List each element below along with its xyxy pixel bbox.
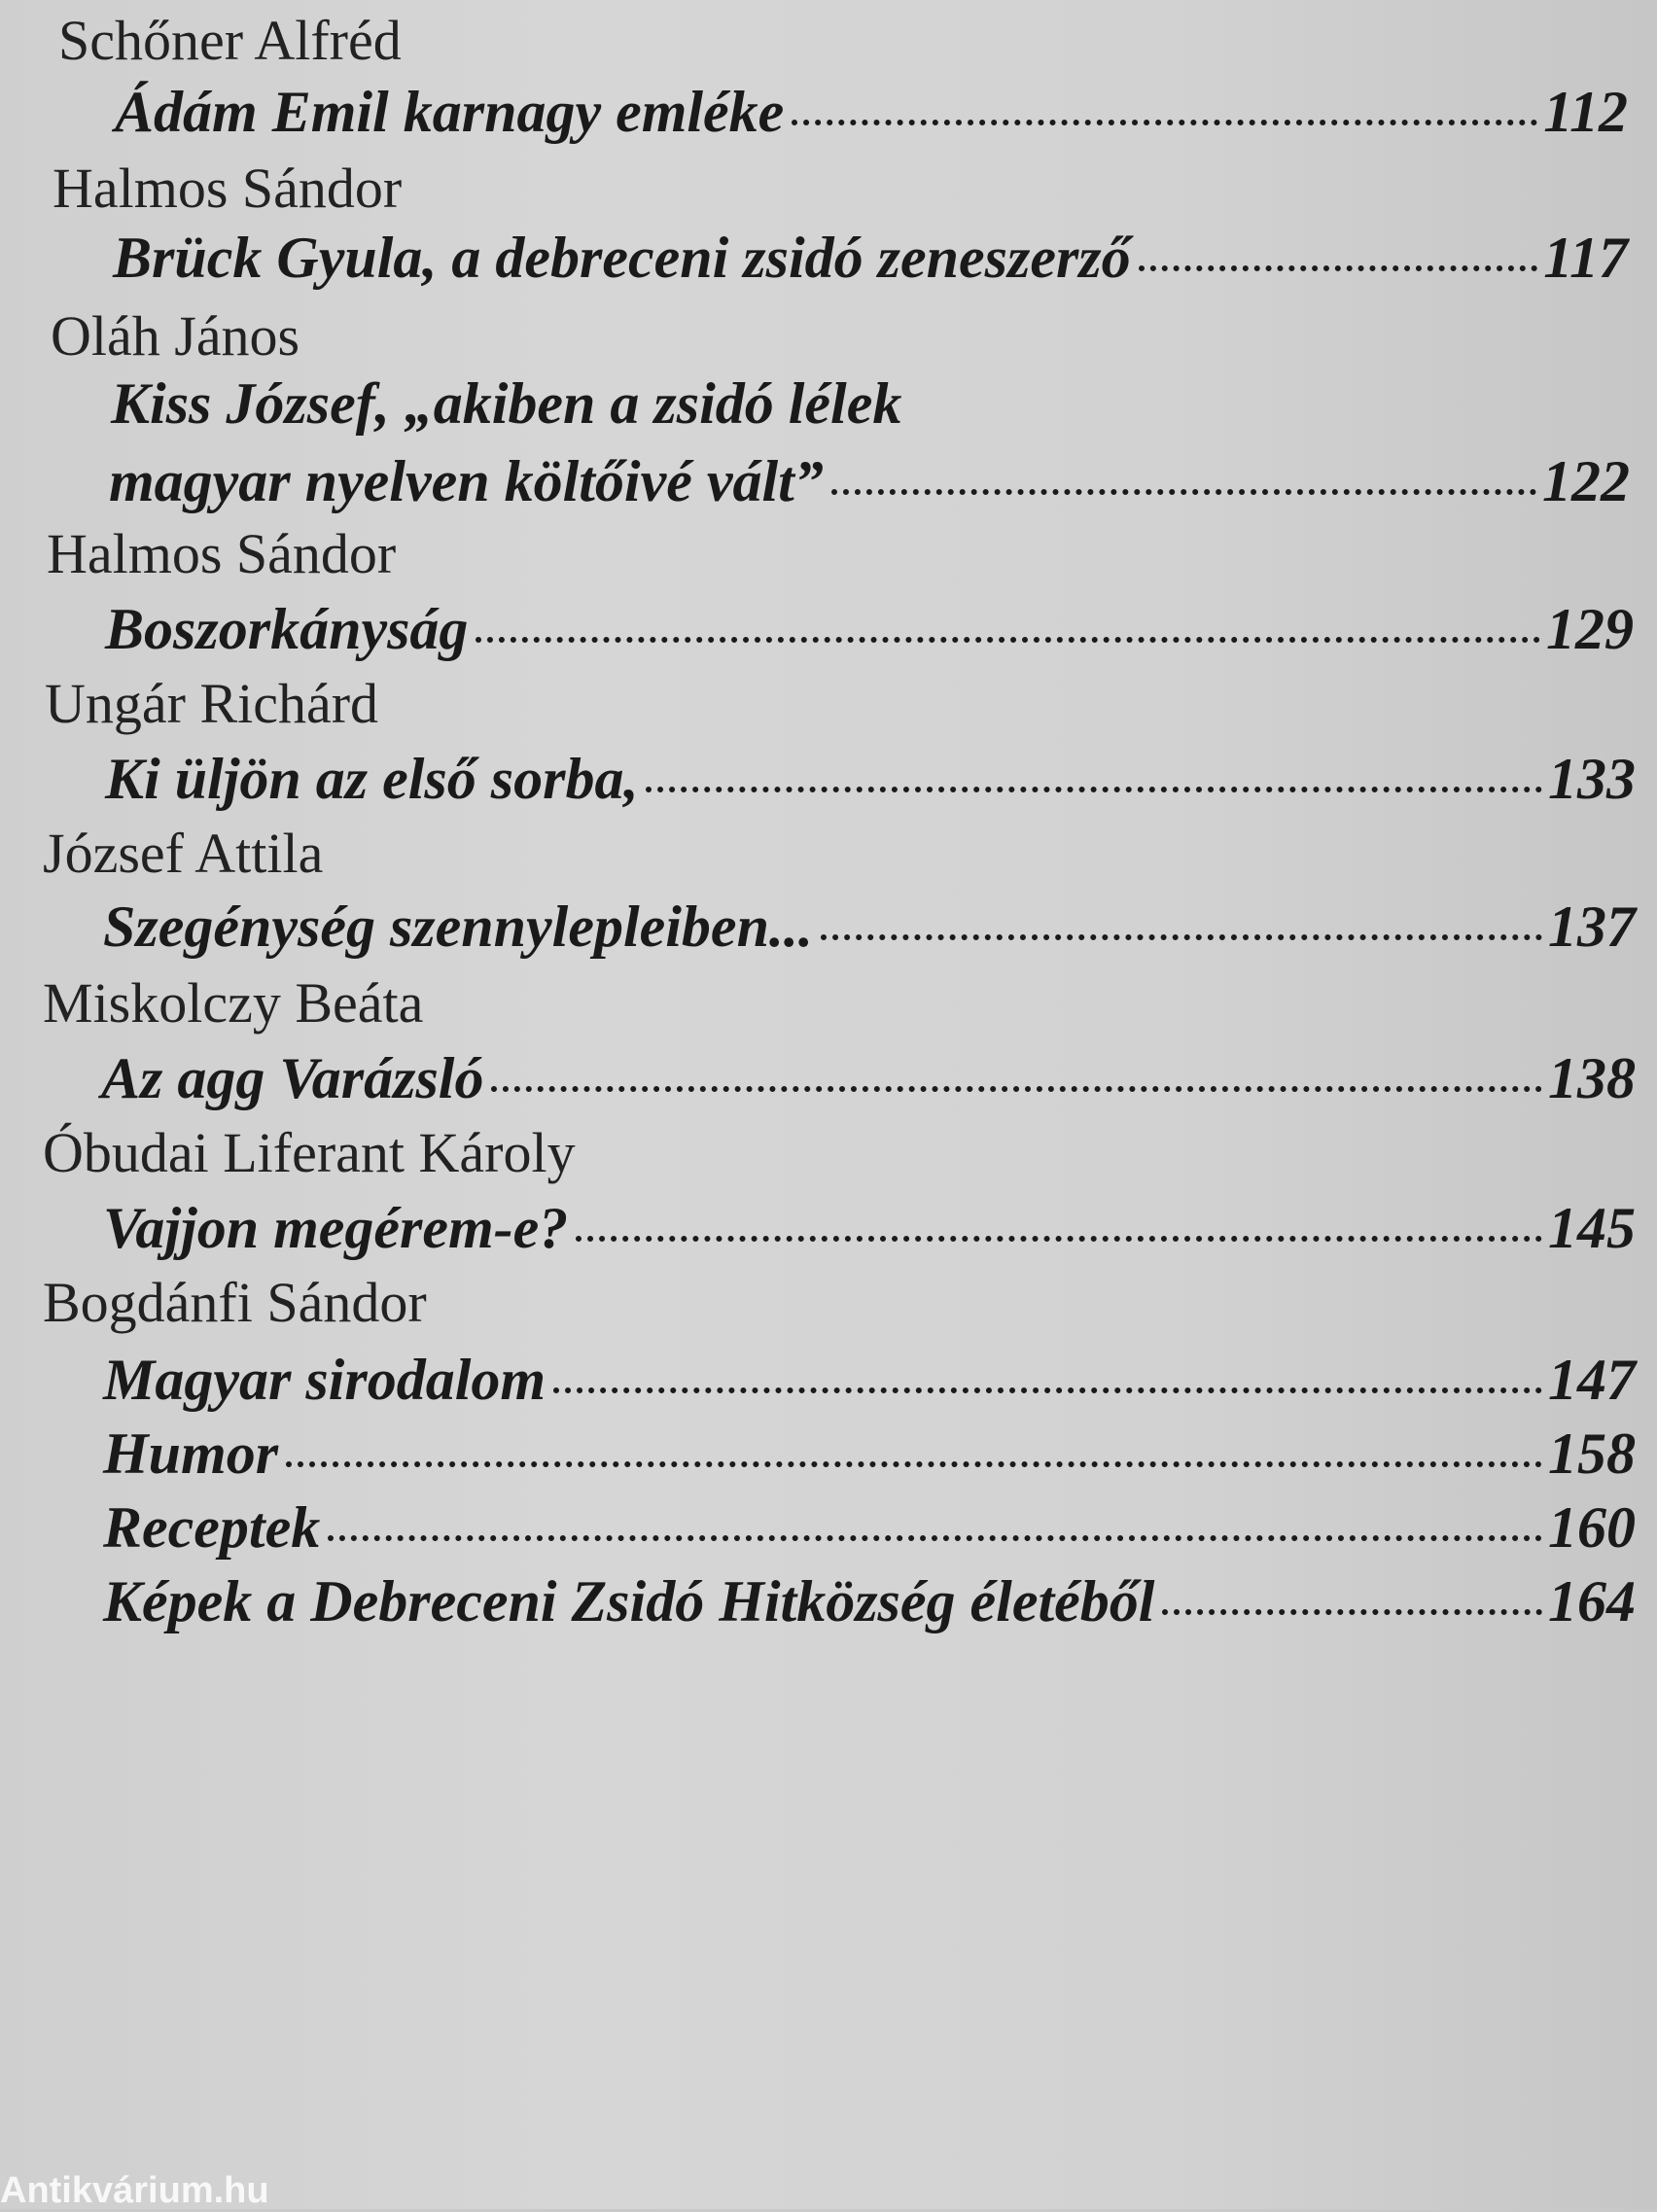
author-name: József Attila xyxy=(43,822,324,885)
entry-title: Az agg Varázsló xyxy=(101,1046,484,1110)
toc-entry xyxy=(113,224,1628,292)
entry-page: 145 xyxy=(1548,1196,1636,1260)
author-name: Miskolczy Beáta xyxy=(43,971,424,1035)
entry-title: Szegénység szennylepleiben... xyxy=(103,895,813,959)
toc-entry xyxy=(115,78,1628,146)
author-name: Schőner Alfréd xyxy=(58,9,402,72)
entry-page: 129 xyxy=(1546,597,1634,661)
entry-page: 133 xyxy=(1548,747,1636,811)
dot-leader xyxy=(646,781,1542,792)
toc-entry xyxy=(103,1346,1636,1414)
author-name: Óbudai Liferant Károly xyxy=(43,1121,576,1184)
toc-entry xyxy=(103,1420,1636,1488)
entry-title: Ádám Emil karnagy emléke xyxy=(115,80,785,144)
dot-leader xyxy=(286,1456,1542,1467)
toc-entry xyxy=(103,1493,1636,1562)
entry-page: 164 xyxy=(1548,1569,1636,1633)
toc-entry xyxy=(103,1567,1636,1635)
entry-page: 147 xyxy=(1548,1348,1636,1412)
toc-entry xyxy=(101,1044,1636,1112)
watermark-logo: Antikvárium.hu xyxy=(0,2170,269,2211)
author-name: Halmos Sándor xyxy=(47,522,397,585)
entry-title: Magyar sirodalom xyxy=(103,1348,546,1412)
toc-entry xyxy=(105,595,1634,663)
entry-title: Vajjon megérem-e? xyxy=(103,1196,569,1260)
entry-page: 137 xyxy=(1548,895,1636,959)
entry-title-continuation: magyar nyelven költőivé vált” xyxy=(109,449,824,513)
dot-leader xyxy=(1139,260,1538,271)
dot-leader xyxy=(831,483,1536,495)
entry-title: Kiss József, „akiben a zsidó lélek xyxy=(111,371,902,436)
entry-title: Ki üljön az első sorba, xyxy=(105,747,639,811)
entry-title: Képek a Debreceni Zsidó Hitközség életéből xyxy=(103,1569,1155,1633)
toc-entry xyxy=(103,893,1636,961)
entry-page: 158 xyxy=(1548,1422,1636,1486)
entry-page: 117 xyxy=(1543,226,1628,290)
dot-leader xyxy=(491,1080,1542,1092)
entry-page: 112 xyxy=(1543,80,1628,144)
author-name: Ungár Richárd xyxy=(45,672,379,735)
author-name: Oláh János xyxy=(51,304,300,368)
toc-entry xyxy=(105,745,1636,813)
toc-entry xyxy=(103,1194,1636,1262)
entry-title: Receptek xyxy=(103,1495,321,1560)
entry-page: 138 xyxy=(1548,1046,1636,1110)
entry-page: 160 xyxy=(1548,1495,1636,1560)
entry-page: 122 xyxy=(1542,449,1630,513)
dot-leader xyxy=(576,1230,1542,1242)
dot-leader xyxy=(328,1529,1542,1541)
author-name: Bogdánfi Sándor xyxy=(43,1271,427,1334)
dot-leader xyxy=(553,1382,1542,1393)
entry-title: Humor xyxy=(103,1422,279,1486)
entry-title: Brück Gyula, a debreceni zsidó zeneszerző xyxy=(113,226,1131,290)
dot-leader xyxy=(792,114,1537,125)
dot-leader xyxy=(1162,1603,1542,1615)
entry-title: Boszorkányság xyxy=(105,597,469,661)
dot-leader xyxy=(821,929,1542,940)
toc-entry xyxy=(109,447,1630,515)
dot-leader xyxy=(476,631,1540,643)
author-name: Halmos Sándor xyxy=(53,157,403,220)
